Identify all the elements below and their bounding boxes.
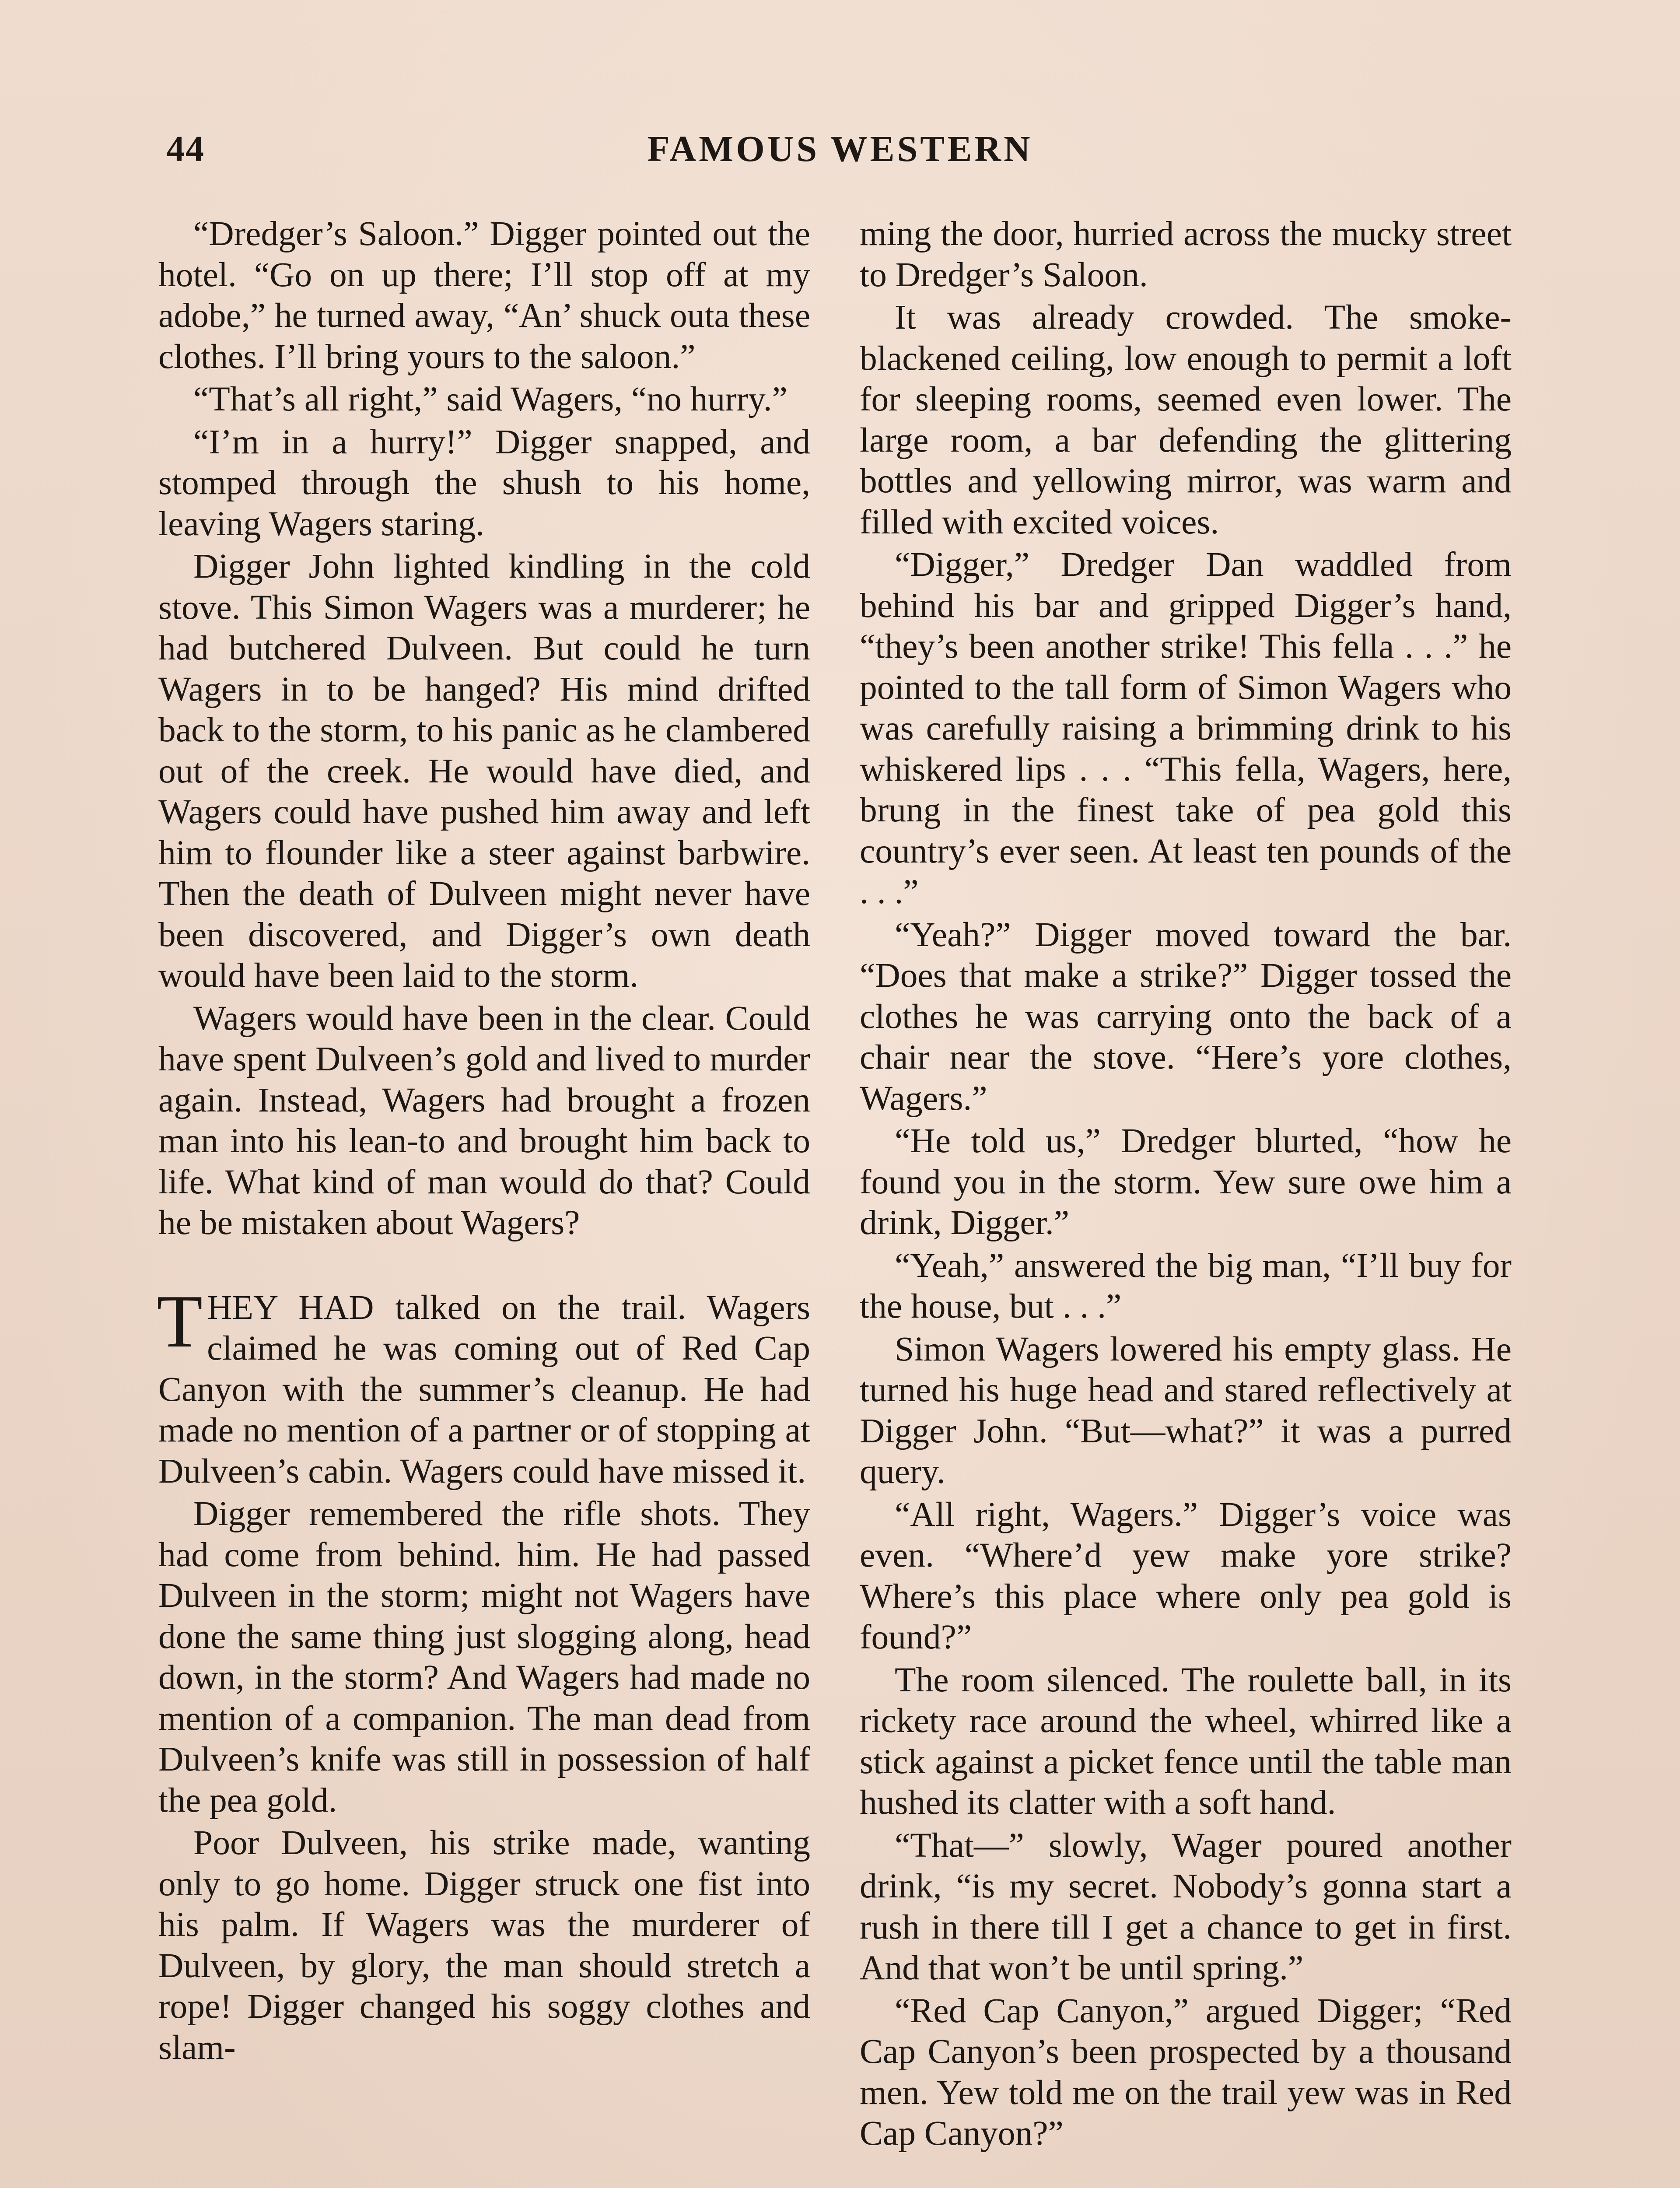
paragraph: Wagers would have been in the clear. Could have spent Dulveen’s gold and lived to murder again. Instead, Wagers had brought a frozen man into his lean-to and brought him back to life. What kind of man would do that? Could he be mistaken about Wagers? [158, 999, 810, 1242]
paragraph: “Red Cap Canyon,” argued Digger; “Red Cap Canyon’s been prospected by a thousand men. Yew told me on the trail yew was in Red Cap Canyon?” [860, 1991, 1512, 2153]
running-head [166, 128, 1514, 172]
paragraph: “All right, Wagers.” Digger’s voice was even. “Where’d yew make yore strike? Where’s this place where only pea gold is found?” [860, 1495, 1512, 1656]
paragraph: Digger remembered the rifle shots. They had come from behind. him. He had passed Dulveen in the storm; might not Wagers have done the same thing just slogging along, head down, in the storm? And Wagers had made no mention of a companion. The man dead from Dulveen’s knife was still in possession of half the pea gold. [158, 1494, 810, 1820]
section-opening-paragraph [157, 1280, 810, 1492]
magazine-title: FAMOUS WESTERN [647, 129, 1033, 169]
right-column [860, 214, 1512, 2154]
paragraph: “That—” slowly, Wager poured another drink, “is my secret. Nobody’s gonna start a rush in there till I get a chance to get in first. And that won’t be until spring.” [860, 1826, 1512, 1987]
paragraph: The room silenced. The roulette ball, in its rickety race around the wheel, whirred like a stick against a picket fence until the table man hushed its clatter with a soft hand. [860, 1660, 1512, 1822]
paragraph: “Yeah?” Digger moved toward the bar. “Does that make a strike?” Digger tossed the clothes he was carrying onto the back of a chair near the stove. “Here’s yore clothes, Wagers.” [860, 915, 1512, 1118]
left-column [158, 214, 810, 2068]
page-number: 44 [166, 129, 205, 169]
paragraph: Simon Wagers lowered his empty glass. He turned his huge head and stared reflectively at Digger John. “But—what?” it was a purred query. [860, 1329, 1512, 1491]
paragraph: “Dredger’s Saloon.” Digger pointed out the hotel. “Go on up there; I’ll stop off at my adobe,” he turned away, “An’ shuck outa these clothes. I’ll bring yours to the saloon.” [158, 214, 810, 376]
paragraph: “That’s all right,” said Wagers, “no hurry.” [193, 380, 788, 418]
paragraph: Poor Dulveen, his strike made, wanting only to go home. Digger struck one fist into his palm. If Wagers was the murderer of Dulveen, by glory, the man should stretch a rope! Digger changed his soggy clothes and slam- [158, 1823, 810, 2067]
paragraph: “I’m in a hurry!” Digger snapped, and stomped through the shush to his home, leaving Wagers staring. [158, 422, 810, 543]
paragraph-text: HEY HAD talked on the trail. Wagers claimed he was coming out of Red Cap Canyon with the summer’s cleanup. He had made no mention of a partner or of stopping at Dulveen’s cabin. Wagers could have missed it. [158, 1288, 810, 1490]
drop-cap: T [157, 1280, 203, 1363]
paragraph: “He told us,” Dredger blurted, “how he found you in the storm. Yew sure owe him a drink, Digger.” [860, 1122, 1512, 1242]
paragraph: “Digger,” Dredger Dan waddled from behind his bar and gripped Digger’s hand, “they’s been another strike! This fella . . .” he pointed to the tall form of Simon Wagers who was carefully raising a brimming drink to his whiskered lips . . . “This fella, Wagers, here, brung in the finest take of pea gold this country’s ever seen. At least ten pounds of the . . .” [860, 545, 1512, 911]
paragraph: Digger John lighted kindling in the cold stove. This Simon Wagers was a murderer; he had butchered Dulveen. But could he turn Wagers in to be hanged? His mind drifted back to the storm, to his panic as he clambered out of the creek. He would have died, and Wagers could have pushed him away and left him to flounder like a steer against barbwire. Then the death of Dulveen might never have been discovered, and Digger’s own death would have been laid to the storm. [158, 547, 810, 995]
paragraph: It was already crowded. The smoke-blackened ceiling, low enough to permit a loft for sleeping rooms, seemed even lower. The large room, a bar defending the glittering bottles and yellowing mirror, was warm and filled with excited voices. [860, 298, 1512, 541]
paragraph: “Yeah,” answered the big man, “I’ll buy for the house, but . . .” [860, 1246, 1512, 1325]
paragraph: ming the door, hurried across the mucky street to Dredger’s Saloon. [860, 214, 1512, 294]
